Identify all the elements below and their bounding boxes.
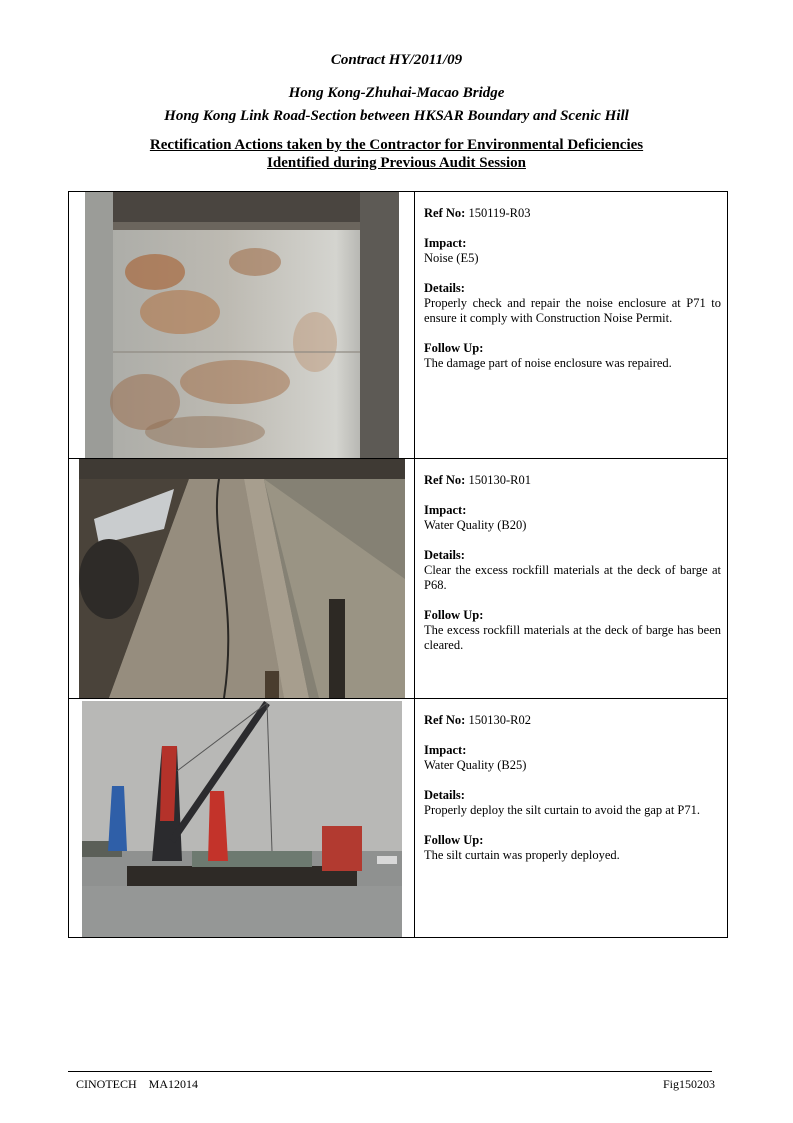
project-title: Hong Kong-Zhuhai-Macao Bridge xyxy=(288,85,505,101)
table-row xyxy=(69,192,727,459)
page-heading-line1: Rectification Actions taken by the Contractor for Environmental Deficiencies xyxy=(149,137,644,153)
barge-deck-photo xyxy=(79,459,405,698)
impact-label: Impact: xyxy=(424,236,467,250)
follow-up-label: Follow Up: xyxy=(424,833,484,847)
impact-value: Water Quality (B20) xyxy=(424,518,527,532)
table-row xyxy=(69,459,727,699)
entry-details xyxy=(424,206,721,386)
impact-value: Noise (E5) xyxy=(424,251,479,265)
photo-cell xyxy=(69,699,415,937)
page-heading-line2: Identified during Previous Audit Session xyxy=(267,155,526,171)
details-value: Clear the excess rockfill materials at the deck of barge at P68. xyxy=(424,563,721,592)
ref-label: Ref No: xyxy=(424,206,466,220)
ref-no: 150119-R03 xyxy=(468,206,531,220)
crane-barge-photo xyxy=(82,701,402,937)
section-title: Hong Kong Link Road-Section between HKSAR Boundary and Scenic Hill xyxy=(164,108,629,124)
rectification-table xyxy=(68,191,728,938)
details-label: Details: xyxy=(424,548,465,562)
rusty-panel-photo xyxy=(85,192,399,458)
impact-label: Impact: xyxy=(424,503,467,517)
ref-label: Ref No: xyxy=(424,713,466,727)
impact-value: Water Quality (B25) xyxy=(424,758,527,772)
follow-up-value: The excess rockfill materials at the deck of barge has been cleared. xyxy=(424,623,721,652)
details-label: Details: xyxy=(424,281,465,295)
ref-no: 150130-R02 xyxy=(468,713,531,727)
table-row xyxy=(69,699,727,937)
details-value: Properly check and repair the noise enclosure at P71 to ensure it comply with Construction Noise Permit. xyxy=(424,296,721,325)
details-value: Properly deploy the silt curtain to avoid the gap at P71. xyxy=(424,803,700,817)
details-label: Details: xyxy=(424,788,465,802)
follow-up-value: The silt curtain was properly deployed. xyxy=(424,848,620,862)
entry-details xyxy=(424,473,721,668)
footer-company: CINOTECH MA12014 xyxy=(76,1077,198,1091)
follow-up-label: Follow Up: xyxy=(424,341,484,355)
contract-title: Contract HY/2011/09 xyxy=(330,52,463,68)
ref-no: 150130-R01 xyxy=(468,473,531,487)
photo-cell xyxy=(69,459,415,698)
follow-up-value: The damage part of noise enclosure was repaired. xyxy=(424,356,672,370)
footer-figure-number: Fig150203 xyxy=(662,1077,715,1091)
photo-cell xyxy=(69,192,415,458)
follow-up-label: Follow Up: xyxy=(424,608,484,622)
footer-divider xyxy=(68,1071,712,1072)
ref-label: Ref No: xyxy=(424,473,466,487)
impact-label: Impact: xyxy=(424,743,467,757)
entry-details xyxy=(424,713,721,878)
